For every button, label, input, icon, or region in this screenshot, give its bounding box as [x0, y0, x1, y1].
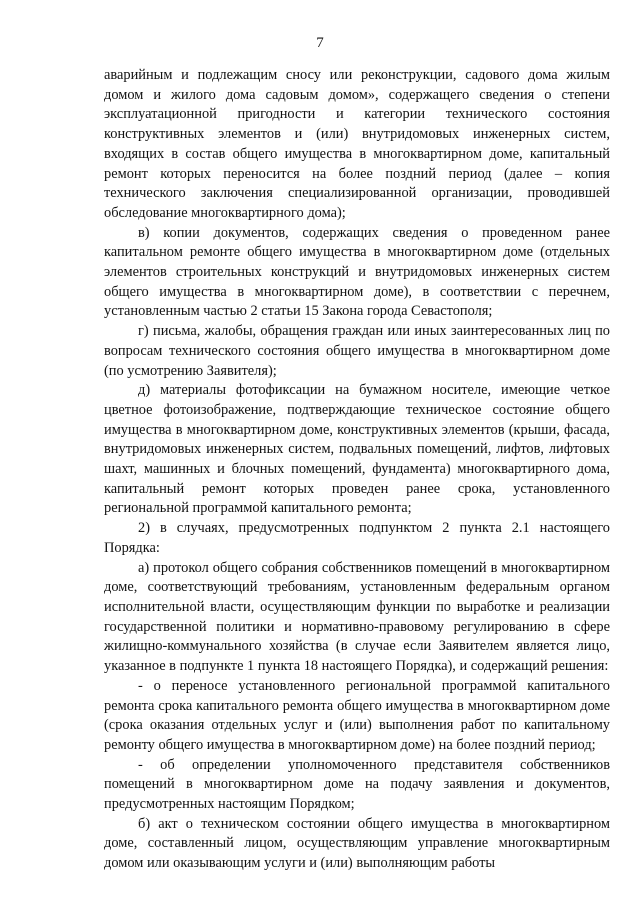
- page-number: 7: [316, 35, 324, 51]
- paragraph-item-a: а) протокол общего собрания собственников помещений в многоквартирном доме, соответствующий требованиям, установленным федеральным органом исполнительной власти, осуществляющим функции по выработке и реализации государственной политики и нормативно-правовому регулированию в сфере жилищно-коммунального хозяйства (в случае если Заявителем является лицо, указанное в подпункте 1 пункта 18 настоящего Порядка), и содержащий решения:: [104, 559, 610, 675]
- paragraph-item-d: д) материалы фотофиксации на бумажном носителе, имеющие четкое цветное фотоизображение, подтверждающие техническое состояние общего имущества в многоквартирном доме, конструктивных элементов (крыши, фасада, внутридомовых инженерных систем, подвальных помещений, лифтов, лифтовых шахт, машинных и блочных помещений, фундамента) многоквартирного дома, капитальный ремонт которых проведен ранее срока, установленного региональной программой капитального ремонта;: [104, 382, 610, 517]
- paragraph-item-v: в) копии документов, содержащих сведения о проведенном ранее капитальном ремонте общего имущества в многоквартирном доме (отдельных элементов строительных конструкций и внутридомовых инженерных систем общего имущества в многоквартирном доме), в соответствии с перечнем, установленным частью 2 статьи 15 Закона города Севастополя;: [104, 224, 610, 320]
- paragraph-item-g: г) письма, жалобы, обращения граждан или иных заинтересованных лиц по вопросам технического состояния общего имущества в многоквартирном доме (по усмотрению Заявителя);: [104, 323, 610, 379]
- paragraph-continuation: аварийным и подлежащим сносу или реконструкции, садового дома жилым домом и жилого дома садовым домом», содержащего сведения о степени эксплуатационной пригодности и категории технического состояния конструктивных элементов и (или) внутридомовых инженерных систем, входящих в состав общего имущества в многоквартирном доме, капитальный ремонт которых переносится на более поздний период (далее – копия технического заключения специализированной организации, проводившей обследование многоквартирного дома);: [104, 67, 610, 221]
- document-body: [104, 66, 610, 874]
- paragraph-item-b: б) акт о техническом состоянии общего имущества в многоквартирном доме, составленный лицом, осуществляющим управление многоквартирным домом или оказывающим услуги и (или) выполняющим работы: [104, 815, 610, 872]
- paragraph-decision-representative: - об определении уполномоченного представителя собственников помещений в многоквартирном доме на подачу заявления и документов, предусмотренных настоящим Порядком;: [104, 756, 610, 813]
- paragraph-decision-postpone: - о переносе установленного региональной программой капитального ремонта срока капитального ремонта общего имущества в многоквартирном доме (срока оказания отдельных услуг и (или) выполнения работ по капитальному ремонту общего имущества в многоквартирном доме) на более поздний период;: [104, 677, 610, 753]
- paragraph-item-2: 2) в случаях, предусмотренных подпунктом 2 пункта 2.1 настоящего Порядка:: [104, 520, 610, 556]
